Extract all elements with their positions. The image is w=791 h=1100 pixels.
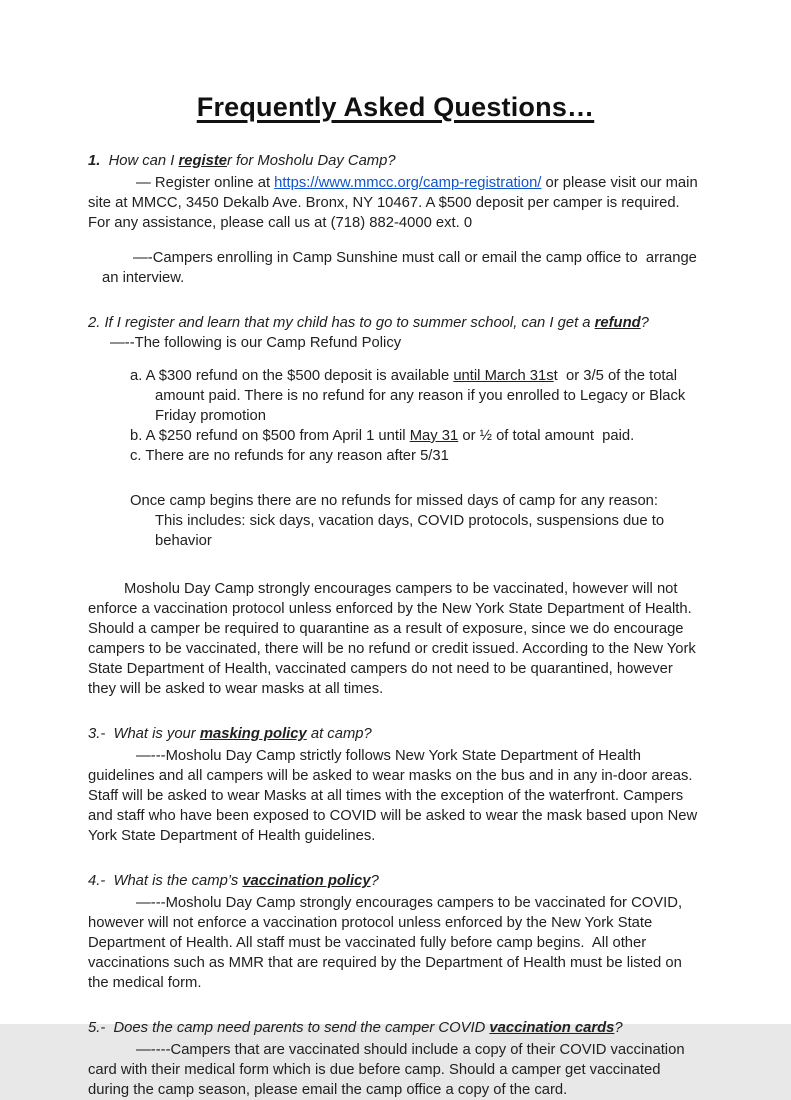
text-segment: 1. (88, 153, 109, 169)
text-segment: Mosholu Day Camp strongly encourages campers to be vaccinated, however will not enforce a vaccination protocol unless enforced by the New York State Department of Health. Should a camper be required to quarantine as a result of exposure, since we do encourage campers to be vaccinated, there will be no refund or credit issued. According to the New York State Department of Health, vaccinated campers do not need to be quarantined, however they will be asked to wear masks at all times. (88, 581, 700, 697)
no-refund-note (130, 491, 703, 511)
question-1 (88, 151, 703, 171)
text-segment: 4.- What is the camp’s (88, 873, 243, 889)
text-segment: t or 3/5 of the total amount paid. There is no refund for any reason if you enrolled to Legacy or Black Friday promotion (155, 368, 690, 424)
text-segment: —-Campers enrolling in Camp Sunshine must call or email the camp office to arrange an interview. (102, 250, 702, 286)
text-segment: ? (640, 315, 649, 331)
text-segment: or please visit our main site at MMCC, 3450 Dekalb Ave. Bronx, NY 10467. A $500 deposit per camper is required. For any assistance, please call us at (718) 882-4000 ext. 0 (88, 175, 702, 231)
text-segment: vaccination policy (242, 873, 371, 889)
refund-item-a (130, 366, 703, 426)
refund-item-b (130, 426, 703, 446)
camp-registration-link[interactable]: https://www.mmcc.org/camp-registration/ (274, 175, 542, 191)
text-segment: This includes: sick days, vacation days, COVID protocols, suspensions due to behavior (155, 513, 669, 549)
question-3 (88, 724, 703, 744)
question-5 (88, 1018, 703, 1038)
text-segment: c. There are no refunds for any reason after 5/31 (130, 448, 449, 464)
text-segment: masking policy (199, 726, 307, 742)
refund-policy-intro (110, 333, 703, 353)
text-segment: ? (370, 873, 379, 889)
text-segment: ? (614, 1020, 623, 1036)
answer-4-vaccination (88, 893, 703, 993)
text-segment: 5.- Does the camp need parents to send the camper COVID (88, 1020, 490, 1036)
text-segment: r for Mosholu Day Camp? (227, 153, 396, 169)
text-segment: vaccination cards (489, 1020, 615, 1036)
text-segment: until March 31s (453, 368, 554, 384)
text-segment: 2. If I register and learn that my child has to go to summer school, can I get a (88, 315, 595, 331)
answer-5-cards (88, 1040, 703, 1100)
text-segment: registe (178, 153, 227, 169)
refund-item-c (130, 446, 703, 466)
answer-1-register (88, 173, 703, 233)
text-segment: — Register online at (136, 175, 275, 191)
text-segment: —--The following is our Camp Refund Policy (110, 335, 402, 351)
text-segment: 3.- What is your (88, 726, 200, 742)
text-segment: refund (594, 315, 641, 331)
answer-1-interview (102, 248, 703, 288)
text-segment: Once camp begins there are no refunds for missed days of camp for any reason: (130, 493, 659, 509)
vaccination-encouragement-paragraph (88, 579, 703, 699)
text-segment: a. A $300 refund on the $500 deposit is available (130, 368, 454, 384)
no-refund-note-detail (155, 511, 703, 551)
answer-3-masking (88, 746, 703, 846)
text-segment: —---Mosholu Day Camp strongly encourages campers to be vaccinated for COVID, however will not enforce a vaccination protocol unless enforced by the New York State Department of Health. All staff must be vaccinated fully before camp begins. All other vaccinations such as MMR that are required by the Department of Health must be listed on the medical form. (88, 895, 687, 991)
text-segment: —----Campers that are vaccinated should include a copy of their COVID vaccination card with their medical form which is due before camp. Should a camper get vaccinated during the camp season, please email the camp office a copy of the card. (88, 1042, 689, 1098)
text-segment: at camp? (306, 726, 372, 742)
text-segment: or ½ of total amount paid. (458, 428, 635, 444)
text-segment: —---Mosholu Day Camp strictly follows New York State Department of Health guidelines and all campers will be asked to wear masks on the bus and in any in-door areas. Staff will be asked to wear Masks at all times with the exception of the waterfront. Campers and staff who have been exposed to COVID will be asked to wear the mask based upon New York State Department of Health guidelines. (88, 748, 702, 844)
faq-content (88, 151, 703, 1100)
text-segment: May 31 (409, 428, 459, 444)
page-title: Frequently Asked Questions… (196, 92, 595, 122)
question-2 (88, 313, 703, 333)
text-segment: How can I (108, 153, 179, 169)
question-4 (88, 871, 703, 891)
text-segment: b. A $250 refund on $500 from April 1 until (130, 428, 410, 444)
